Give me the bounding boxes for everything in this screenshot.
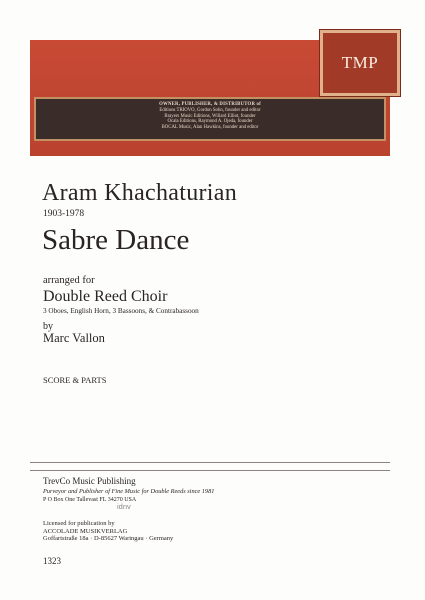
arranged-for-label: arranged for: [43, 275, 95, 286]
composer-name: Aram Khachaturian: [42, 180, 238, 206]
arranger-name: Marc Vallon: [43, 331, 105, 345]
by-label: by: [43, 321, 53, 332]
owner-line: Brayers Music Editions, Willard Elliot, founder: [164, 113, 256, 119]
licence-line: Licensed for publication by: [43, 520, 115, 527]
owner-line: BOCAL Music, Alan Hawkins, founder and editor: [161, 125, 259, 131]
watermark: idnv: [117, 502, 131, 511]
edition-type: SCORE & PARTS: [43, 375, 107, 385]
owner-heading: OWNER, PUBLISHER, & DISTRIBUTOR of: [159, 102, 261, 107]
publisher-address: P O Box One Tallevast FL 34270 USA: [43, 497, 137, 503]
instrumentation: 3 Oboes, English Horn, 3 Bassoons, & Contrabassoon: [43, 307, 199, 315]
composer-dates: 1903-1978: [43, 209, 85, 219]
ensemble-name: Double Reed Choir: [43, 288, 168, 305]
catalog-number: 1323: [43, 556, 61, 566]
footer-divider-bottom: [30, 470, 390, 471]
licence-line: ACCOLADE MUSIKVERLAG: [43, 527, 128, 535]
publisher-tagline: Purveyor and Publisher of Fine Music for Double Reeds since 1981: [43, 488, 215, 495]
work-title: Sabre Dance: [42, 224, 190, 256]
tmp-logo-text: TMP: [341, 53, 379, 72]
owner-line: Editions TRIOVO, Gordon Sohn, founder and editor: [159, 107, 261, 113]
publisher-name: TrevCo Music Publishing: [43, 476, 136, 486]
footer-divider-top: [30, 462, 390, 463]
owner-publisher-band: [34, 97, 386, 141]
licence-block: [43, 520, 173, 543]
tmp-logo: [320, 30, 400, 96]
owner-line: Ocala Editions, Raymond A. Ojeda, founder: [167, 119, 253, 125]
licence-line: Goffartstraße 18a · D-85627 Waringau · Germany: [43, 535, 174, 542]
